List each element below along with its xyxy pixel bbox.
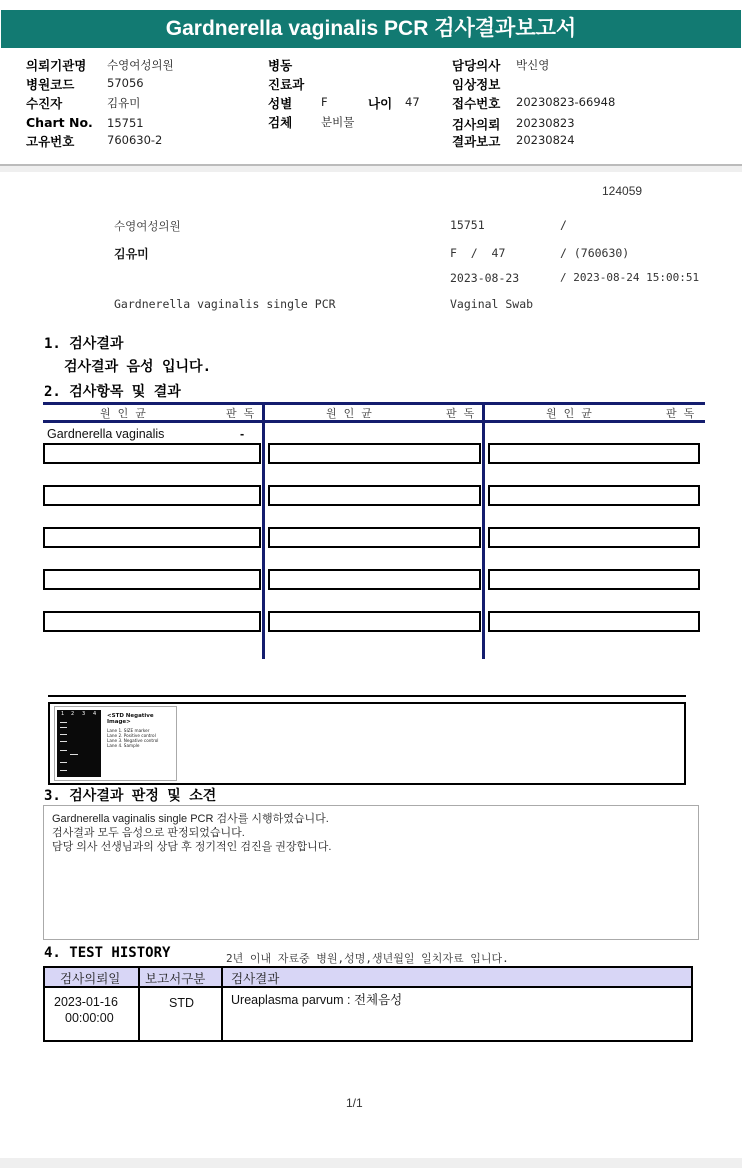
- history-note: 2년 이내 자료중 병원,성명,생년월일 일치자료 입니다.: [226, 952, 509, 965]
- finding-line: Gardnerella vaginalis single PCR 검사를 시행하였습니다.: [52, 813, 329, 825]
- section4-title: 4. TEST HISTORY: [44, 945, 171, 961]
- gel-legend-lane-2: Lane 2. Positive control: [107, 733, 156, 738]
- result-box: [268, 611, 481, 632]
- specimen-value: 분비물: [321, 115, 355, 129]
- col-judgment-3: 판독: [666, 407, 702, 420]
- history-table-header: [45, 968, 691, 988]
- clinical-info-label: 임상정보: [452, 77, 501, 92]
- section2-title: 2. 검사항목 및 결과: [44, 384, 181, 400]
- result-box: [488, 569, 700, 590]
- unique-id-label: 고유번호: [26, 134, 75, 149]
- col-judgment-1: 판독: [226, 407, 262, 420]
- summary-clinic: 수영여성의원: [114, 219, 181, 233]
- sex-label: 성별: [268, 96, 293, 111]
- section1-result-text: 검사결과 음성 입니다.: [64, 359, 212, 375]
- result-box: [488, 527, 700, 548]
- result-box: [43, 611, 261, 632]
- result-box: [268, 485, 481, 506]
- gel-image-thumbnail: [54, 706, 177, 781]
- pathogen-result-gardnerella: -: [240, 427, 245, 441]
- unique-id-value: 760630-2: [107, 133, 163, 147]
- receipt-no-value: 20230823-66948: [516, 95, 616, 109]
- gel-legend-lane-4: Lane 4. Sample: [107, 743, 140, 748]
- summary-slash: /: [560, 218, 567, 232]
- gel-lane-1-label: 1: [61, 711, 65, 717]
- report-title: Gardnerella vaginalis PCR 검사결과보고서: [1, 10, 741, 48]
- gel-legend-lane-3: Lane 3. Negative control: [107, 738, 159, 743]
- summary-report-datetime: / 2023-08-24 15:00:51: [560, 271, 700, 284]
- report-date-label: 결과보고: [452, 134, 501, 149]
- department-label: 진료과: [268, 77, 305, 92]
- chart-no-label: Chart No.: [26, 115, 93, 130]
- report-id: 124059: [602, 184, 643, 198]
- col-judgment-2: 판독: [446, 407, 482, 420]
- history-row-time: 00:00:00: [65, 1011, 114, 1025]
- gel-lane-2-label: 2: [71, 711, 75, 717]
- result-box: [488, 443, 700, 464]
- section3-title: 3. 검사결과 판정 및 소견: [44, 788, 217, 804]
- request-date-label: 검사의뢰: [452, 117, 501, 132]
- summary-test-name: Gardnerella vaginalis single PCR: [114, 297, 336, 311]
- summary-sex-age: F / 47: [450, 246, 506, 260]
- results-table-divider-2: [482, 402, 485, 659]
- clinic-value: 수영여성의원: [107, 58, 174, 72]
- gel-lane-4-label: 4: [93, 711, 97, 717]
- section1-title: 1. 검사결과: [44, 336, 124, 352]
- results-table-divider-1: [262, 402, 265, 659]
- summary-request-date: 2023-08-23: [450, 271, 520, 285]
- sex-value: F: [321, 95, 328, 109]
- patient-value: 김유미: [107, 96, 141, 110]
- summary-specimen: Vaginal Swab: [450, 297, 534, 311]
- ward-label: 병동: [268, 58, 293, 73]
- history-col-divider: [138, 968, 140, 1040]
- result-box: [43, 485, 261, 506]
- image-top-rule: [48, 695, 686, 697]
- summary-patient-name: 김유미: [114, 247, 149, 261]
- gel-image-title: <STD Negative Image>: [107, 713, 154, 725]
- finding-line: 검사결과 모두 음성으로 판정되었습니다.: [52, 827, 245, 839]
- hospital-code-label: 병원코드: [26, 77, 75, 92]
- doctor-value: 박신영: [516, 58, 550, 72]
- history-row-date: 2023-01-16: [54, 995, 118, 1009]
- result-box: [43, 569, 261, 590]
- gel-lane-3-label: 3: [82, 711, 86, 717]
- age-value: 47: [405, 95, 420, 109]
- header-divider-band: [0, 166, 742, 172]
- summary-birth: / (760630): [560, 246, 630, 260]
- patient-label: 수진자: [26, 96, 63, 111]
- history-row-result: Ureaplasma parvum : 전체음성: [231, 993, 403, 1007]
- result-box: [488, 485, 700, 506]
- footer-band: [0, 1158, 742, 1168]
- findings-box: [43, 805, 699, 940]
- request-date-value: 20230823: [516, 116, 575, 130]
- col-pathogen-2: 원인균: [326, 407, 379, 420]
- pathogen-name-gardnerella: Gardnerella vaginalis: [47, 427, 165, 441]
- history-row-type: STD: [169, 996, 194, 1010]
- history-header-result: 검사결과: [231, 972, 280, 986]
- gel-electrophoresis-image: [57, 710, 101, 777]
- receipt-no-label: 접수번호: [452, 96, 501, 111]
- col-pathogen-3: 원인균: [546, 407, 599, 420]
- chart-no-value: 15751: [107, 116, 144, 130]
- result-box: [43, 527, 261, 548]
- clinic-label: 의뢰기관명: [26, 58, 87, 73]
- result-box: [268, 569, 481, 590]
- gel-legend-lane-1: Lane 1. SIZE marker: [107, 728, 150, 733]
- history-header-date: 검사의뢰일: [60, 972, 121, 986]
- result-box: [268, 527, 481, 548]
- history-col-divider: [221, 968, 223, 1040]
- hospital-code-value: 57056: [107, 76, 144, 90]
- result-box: [268, 443, 481, 464]
- doctor-label: 담당의사: [452, 58, 501, 73]
- result-box: [488, 611, 700, 632]
- col-pathogen-1: 원인균: [100, 407, 153, 420]
- finding-line: 담당 의사 선생님과의 상담 후 정기적인 검진을 권장합니다.: [52, 841, 332, 853]
- history-header-type: 보고서구분: [145, 972, 206, 986]
- page-number: 1/1: [346, 1096, 363, 1110]
- age-label: 나이: [368, 96, 393, 111]
- history-table: [43, 966, 693, 1042]
- specimen-label: 검체: [268, 115, 293, 130]
- summary-chart-no: 15751: [450, 218, 485, 232]
- report-date-value: 20230824: [516, 133, 575, 147]
- result-box: [43, 443, 261, 464]
